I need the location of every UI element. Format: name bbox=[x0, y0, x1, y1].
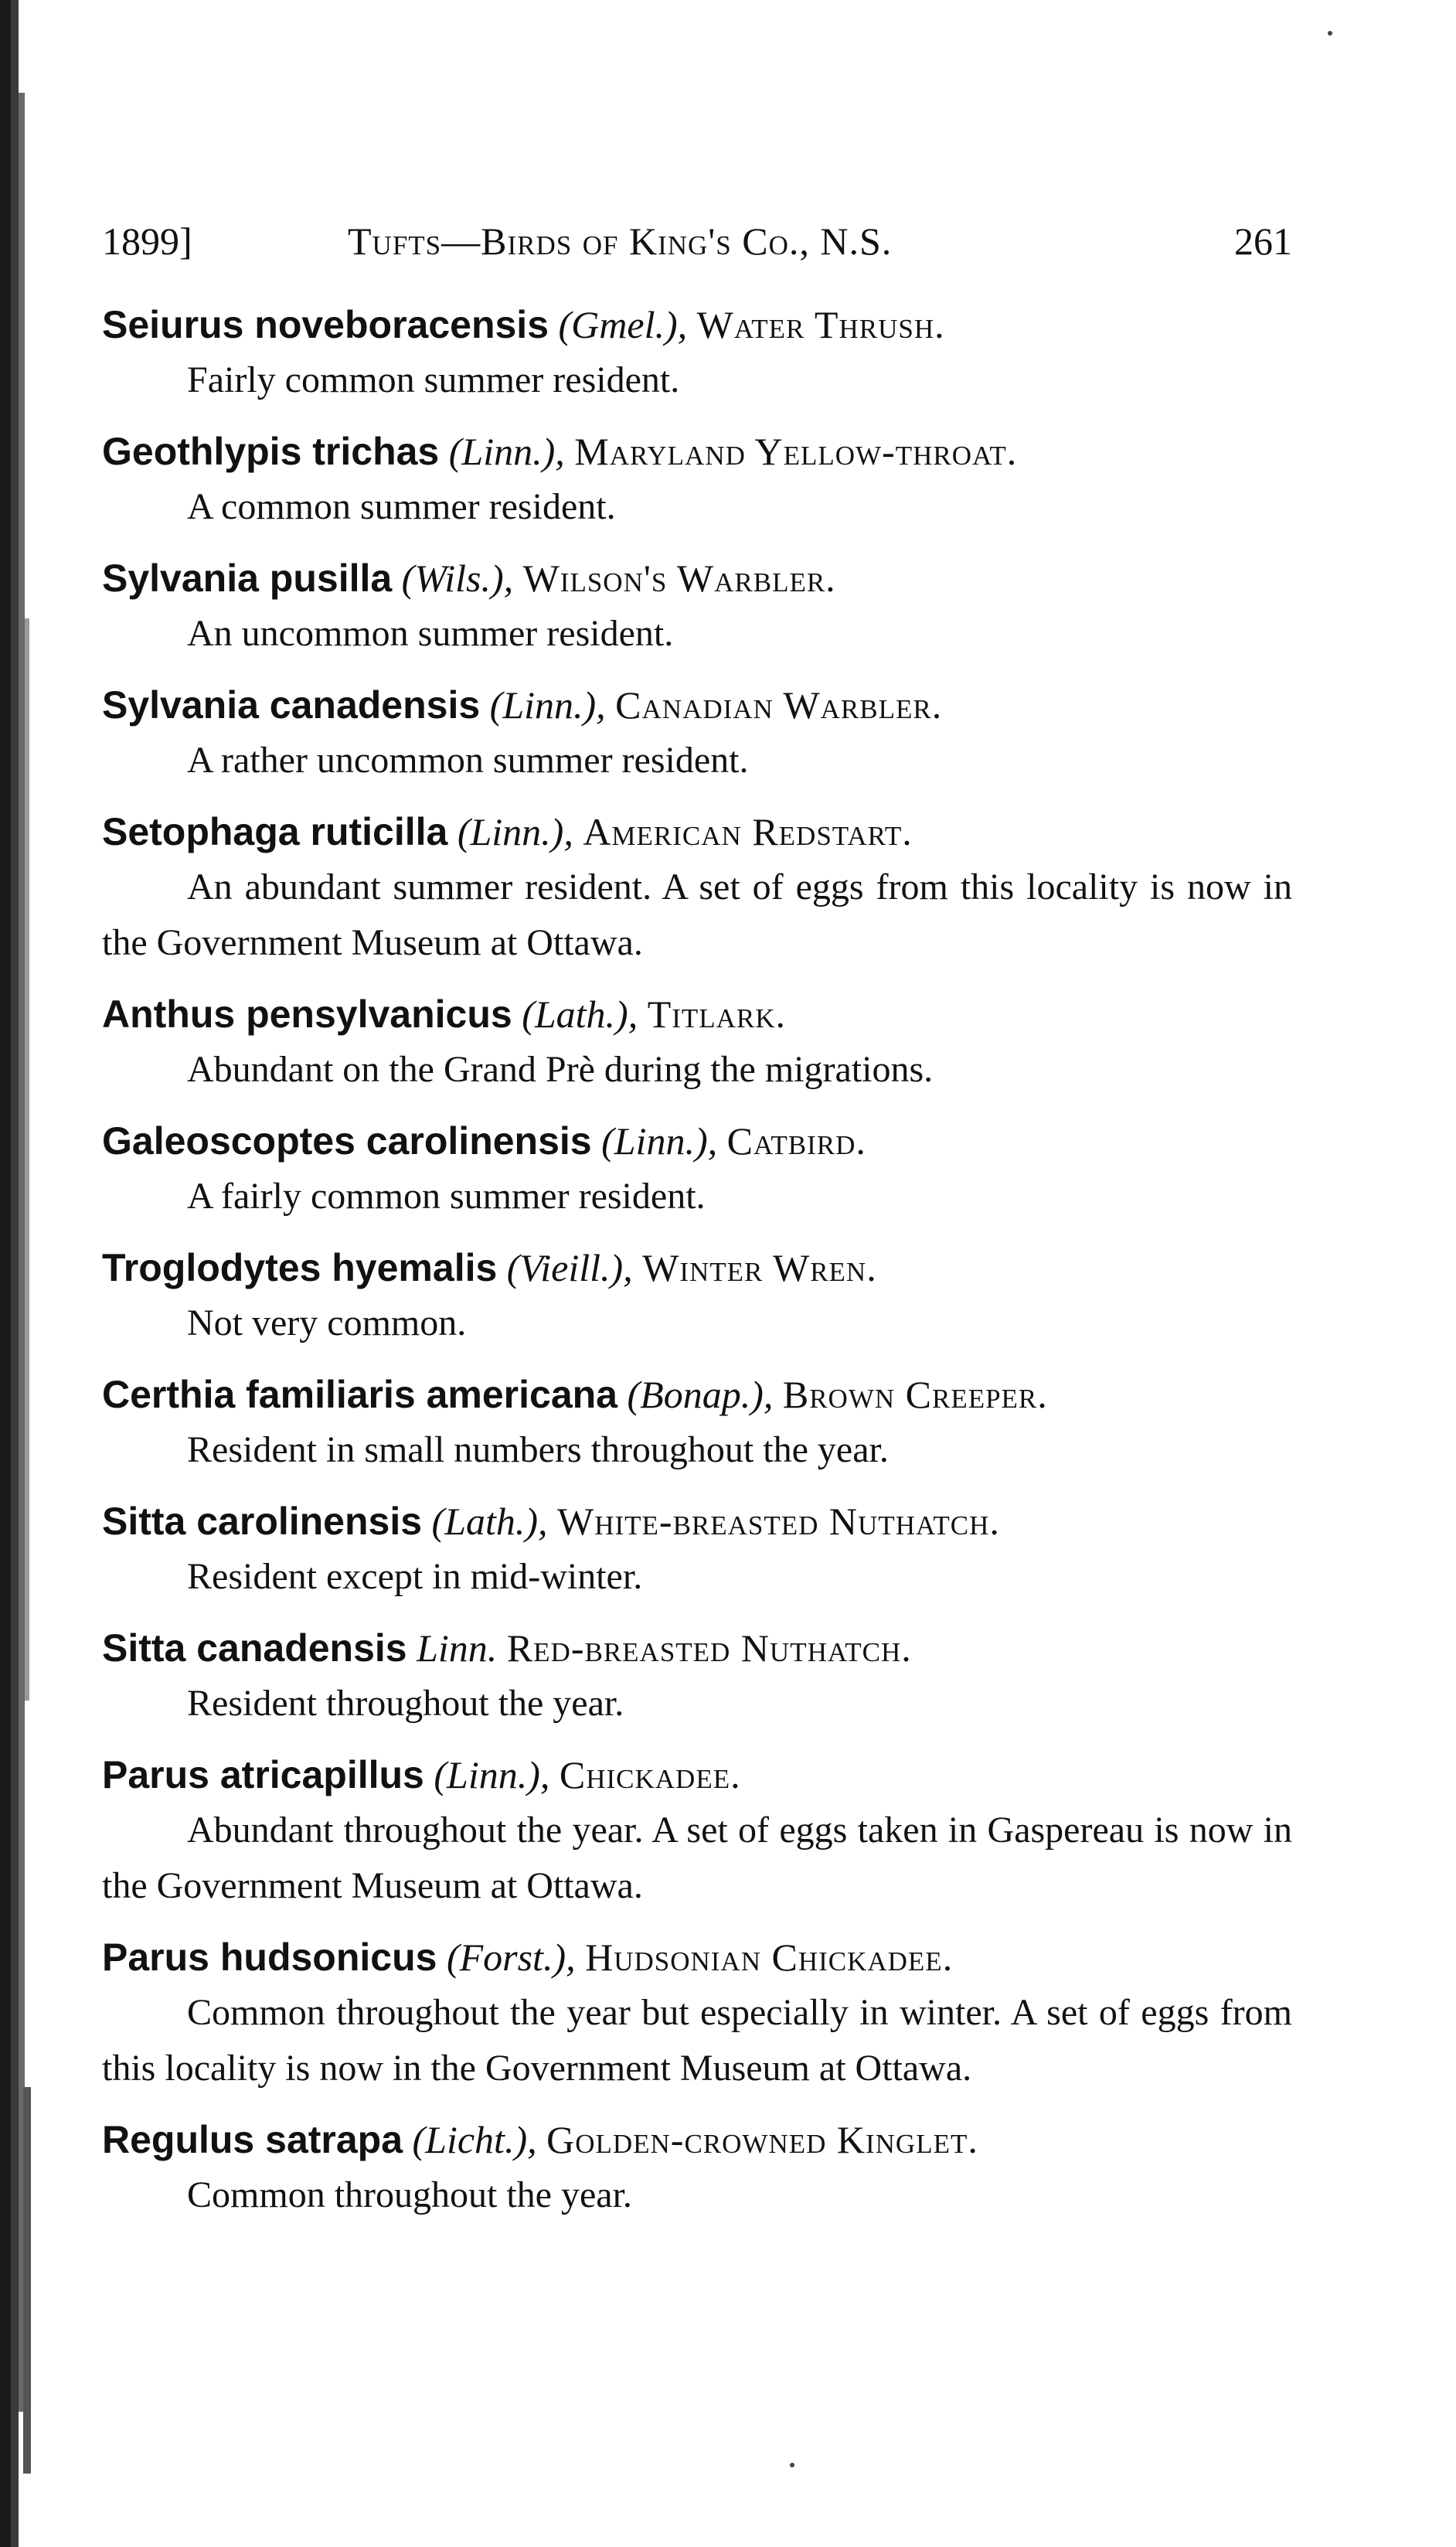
entry-description: A fairly common summer resident. bbox=[187, 1176, 706, 1217]
scientific-name: Setophaga ruticilla bbox=[102, 810, 448, 853]
common-name: Brown Creeper. bbox=[782, 1373, 1048, 1416]
entry-heading bbox=[102, 677, 1292, 733]
authority: (Licht.), bbox=[412, 2118, 537, 2161]
entry-description: Common throughout the year. bbox=[187, 2174, 632, 2215]
page-number: 261 bbox=[1234, 220, 1292, 263]
entry-description: Fairly common summer resident. bbox=[187, 359, 680, 400]
common-name: Canadian Warbler. bbox=[615, 683, 943, 727]
entry-description: Common throughout the year but especially in winter. A set of eggs from this locality is now in the Government Museum at Ottawa. bbox=[102, 1992, 1292, 2089]
entry-heading bbox=[102, 1493, 1292, 1549]
authority: (Bonap.), bbox=[627, 1373, 774, 1416]
authority: (Forst.), bbox=[446, 1936, 576, 1979]
scientific-name: Galeoscoptes carolinensis bbox=[102, 1119, 592, 1163]
scientific-name: Regulus satrapa bbox=[102, 2118, 403, 2161]
authority: (Linn.), bbox=[434, 1753, 550, 1796]
species-entry bbox=[102, 986, 1292, 1098]
scientific-name: Parus atricapillus bbox=[102, 1753, 424, 1796]
scientific-name: Seiurus noveboracensis bbox=[102, 303, 549, 346]
entry-description: Not very common. bbox=[187, 1302, 467, 1343]
authority: (Lath.), bbox=[522, 993, 638, 1036]
scientific-name: Anthus pensylvanicus bbox=[102, 993, 512, 1036]
species-entry bbox=[102, 1493, 1292, 1605]
common-name: Red-breasted Nuthatch. bbox=[506, 1626, 912, 1670]
common-name: Water Thrush. bbox=[696, 303, 945, 346]
entry-description: An abundant summer resident. A set of eggs from this locality is now in the Government Museum at Ottawa. bbox=[102, 867, 1292, 963]
species-entry bbox=[102, 297, 1292, 408]
authority: (Lath.), bbox=[431, 1500, 548, 1543]
species-entry bbox=[102, 1620, 1292, 1731]
authority: (Linn.), bbox=[457, 810, 573, 853]
scientific-name: Troglodytes hyemalis bbox=[102, 1246, 498, 1289]
entry-description: Abundant on the Grand Prè during the migrations. bbox=[187, 1049, 934, 1090]
scientific-name: Geothlypis trichas bbox=[102, 430, 440, 473]
common-name: Catbird. bbox=[726, 1119, 866, 1163]
scientific-name: Sitta canadensis bbox=[102, 1626, 407, 1670]
authority: (Linn.), bbox=[489, 683, 606, 727]
common-name: American Redstart. bbox=[583, 810, 913, 853]
scientific-name: Sylvania pusilla bbox=[102, 557, 393, 600]
speck-mark bbox=[790, 2463, 794, 2467]
species-list bbox=[102, 297, 1292, 2239]
authority: (Gmel.), bbox=[558, 303, 688, 346]
running-title: Tufts—Birds of King's Co., N.S. bbox=[348, 220, 893, 263]
year: 1899] bbox=[102, 220, 192, 263]
binding-edge bbox=[0, 0, 46, 2547]
common-name: Hudsonian Chickadee. bbox=[585, 1936, 954, 1979]
authority: (Vieill.), bbox=[506, 1246, 633, 1289]
common-name: Golden-crowned Kinglet. bbox=[546, 2118, 978, 2161]
species-entry bbox=[102, 1367, 1292, 1478]
species-entry bbox=[102, 2112, 1292, 2223]
common-name: White-breasted Nuthatch. bbox=[557, 1500, 1000, 1543]
common-name: Winter Wren. bbox=[642, 1246, 877, 1289]
scientific-name: Certhia familiaris americana bbox=[102, 1373, 617, 1416]
entry-heading bbox=[102, 2112, 1292, 2167]
entry-heading bbox=[102, 297, 1292, 352]
species-entry bbox=[102, 550, 1292, 662]
entry-heading bbox=[102, 1113, 1292, 1169]
entry-heading bbox=[102, 424, 1292, 479]
entry-heading bbox=[102, 1747, 1292, 1803]
speck-mark bbox=[1328, 31, 1332, 36]
authority: (Wils.), bbox=[401, 557, 514, 600]
authority: (Linn.), bbox=[448, 430, 565, 473]
entry-description: An uncommon summer resident. bbox=[187, 613, 674, 654]
scientific-name: Parus hudsonicus bbox=[102, 1936, 437, 1979]
entry-description: Resident in small numbers throughout the year. bbox=[187, 1429, 889, 1470]
common-name: Chickadee. bbox=[559, 1753, 741, 1796]
entry-description: A rather uncommon summer resident. bbox=[187, 740, 749, 781]
entry-description: A common summer resident. bbox=[187, 486, 616, 527]
entry-description: Abundant throughout the year. A set of eggs taken in Gaspereau is now in the Government Museum at Ottawa. bbox=[102, 1810, 1292, 1906]
species-entry bbox=[102, 424, 1292, 535]
running-head bbox=[102, 218, 1292, 264]
species-entry bbox=[102, 804, 1292, 971]
species-entry bbox=[102, 677, 1292, 788]
entry-heading bbox=[102, 550, 1292, 606]
scientific-name: Sitta carolinensis bbox=[102, 1500, 423, 1543]
entry-heading bbox=[102, 1620, 1292, 1676]
common-name: Maryland Yellow-throat. bbox=[574, 430, 1018, 473]
species-entry bbox=[102, 1747, 1292, 1914]
common-name: Titlark. bbox=[647, 993, 787, 1036]
entry-heading bbox=[102, 804, 1292, 860]
entry-heading bbox=[102, 1240, 1292, 1296]
entry-heading bbox=[102, 986, 1292, 1042]
entry-description: Resident throughout the year. bbox=[187, 1683, 624, 1724]
entry-description: Resident except in mid-winter. bbox=[187, 1556, 643, 1597]
entry-heading bbox=[102, 1929, 1292, 1985]
common-name: Wilson's Warbler. bbox=[522, 557, 836, 600]
scientific-name: Sylvania canadensis bbox=[102, 683, 481, 727]
authority: (Linn.), bbox=[601, 1119, 718, 1163]
species-entry bbox=[102, 1240, 1292, 1351]
authority: Linn. bbox=[417, 1626, 498, 1670]
species-entry bbox=[102, 1929, 1292, 2096]
species-entry bbox=[102, 1113, 1292, 1224]
entry-heading bbox=[102, 1367, 1292, 1422]
